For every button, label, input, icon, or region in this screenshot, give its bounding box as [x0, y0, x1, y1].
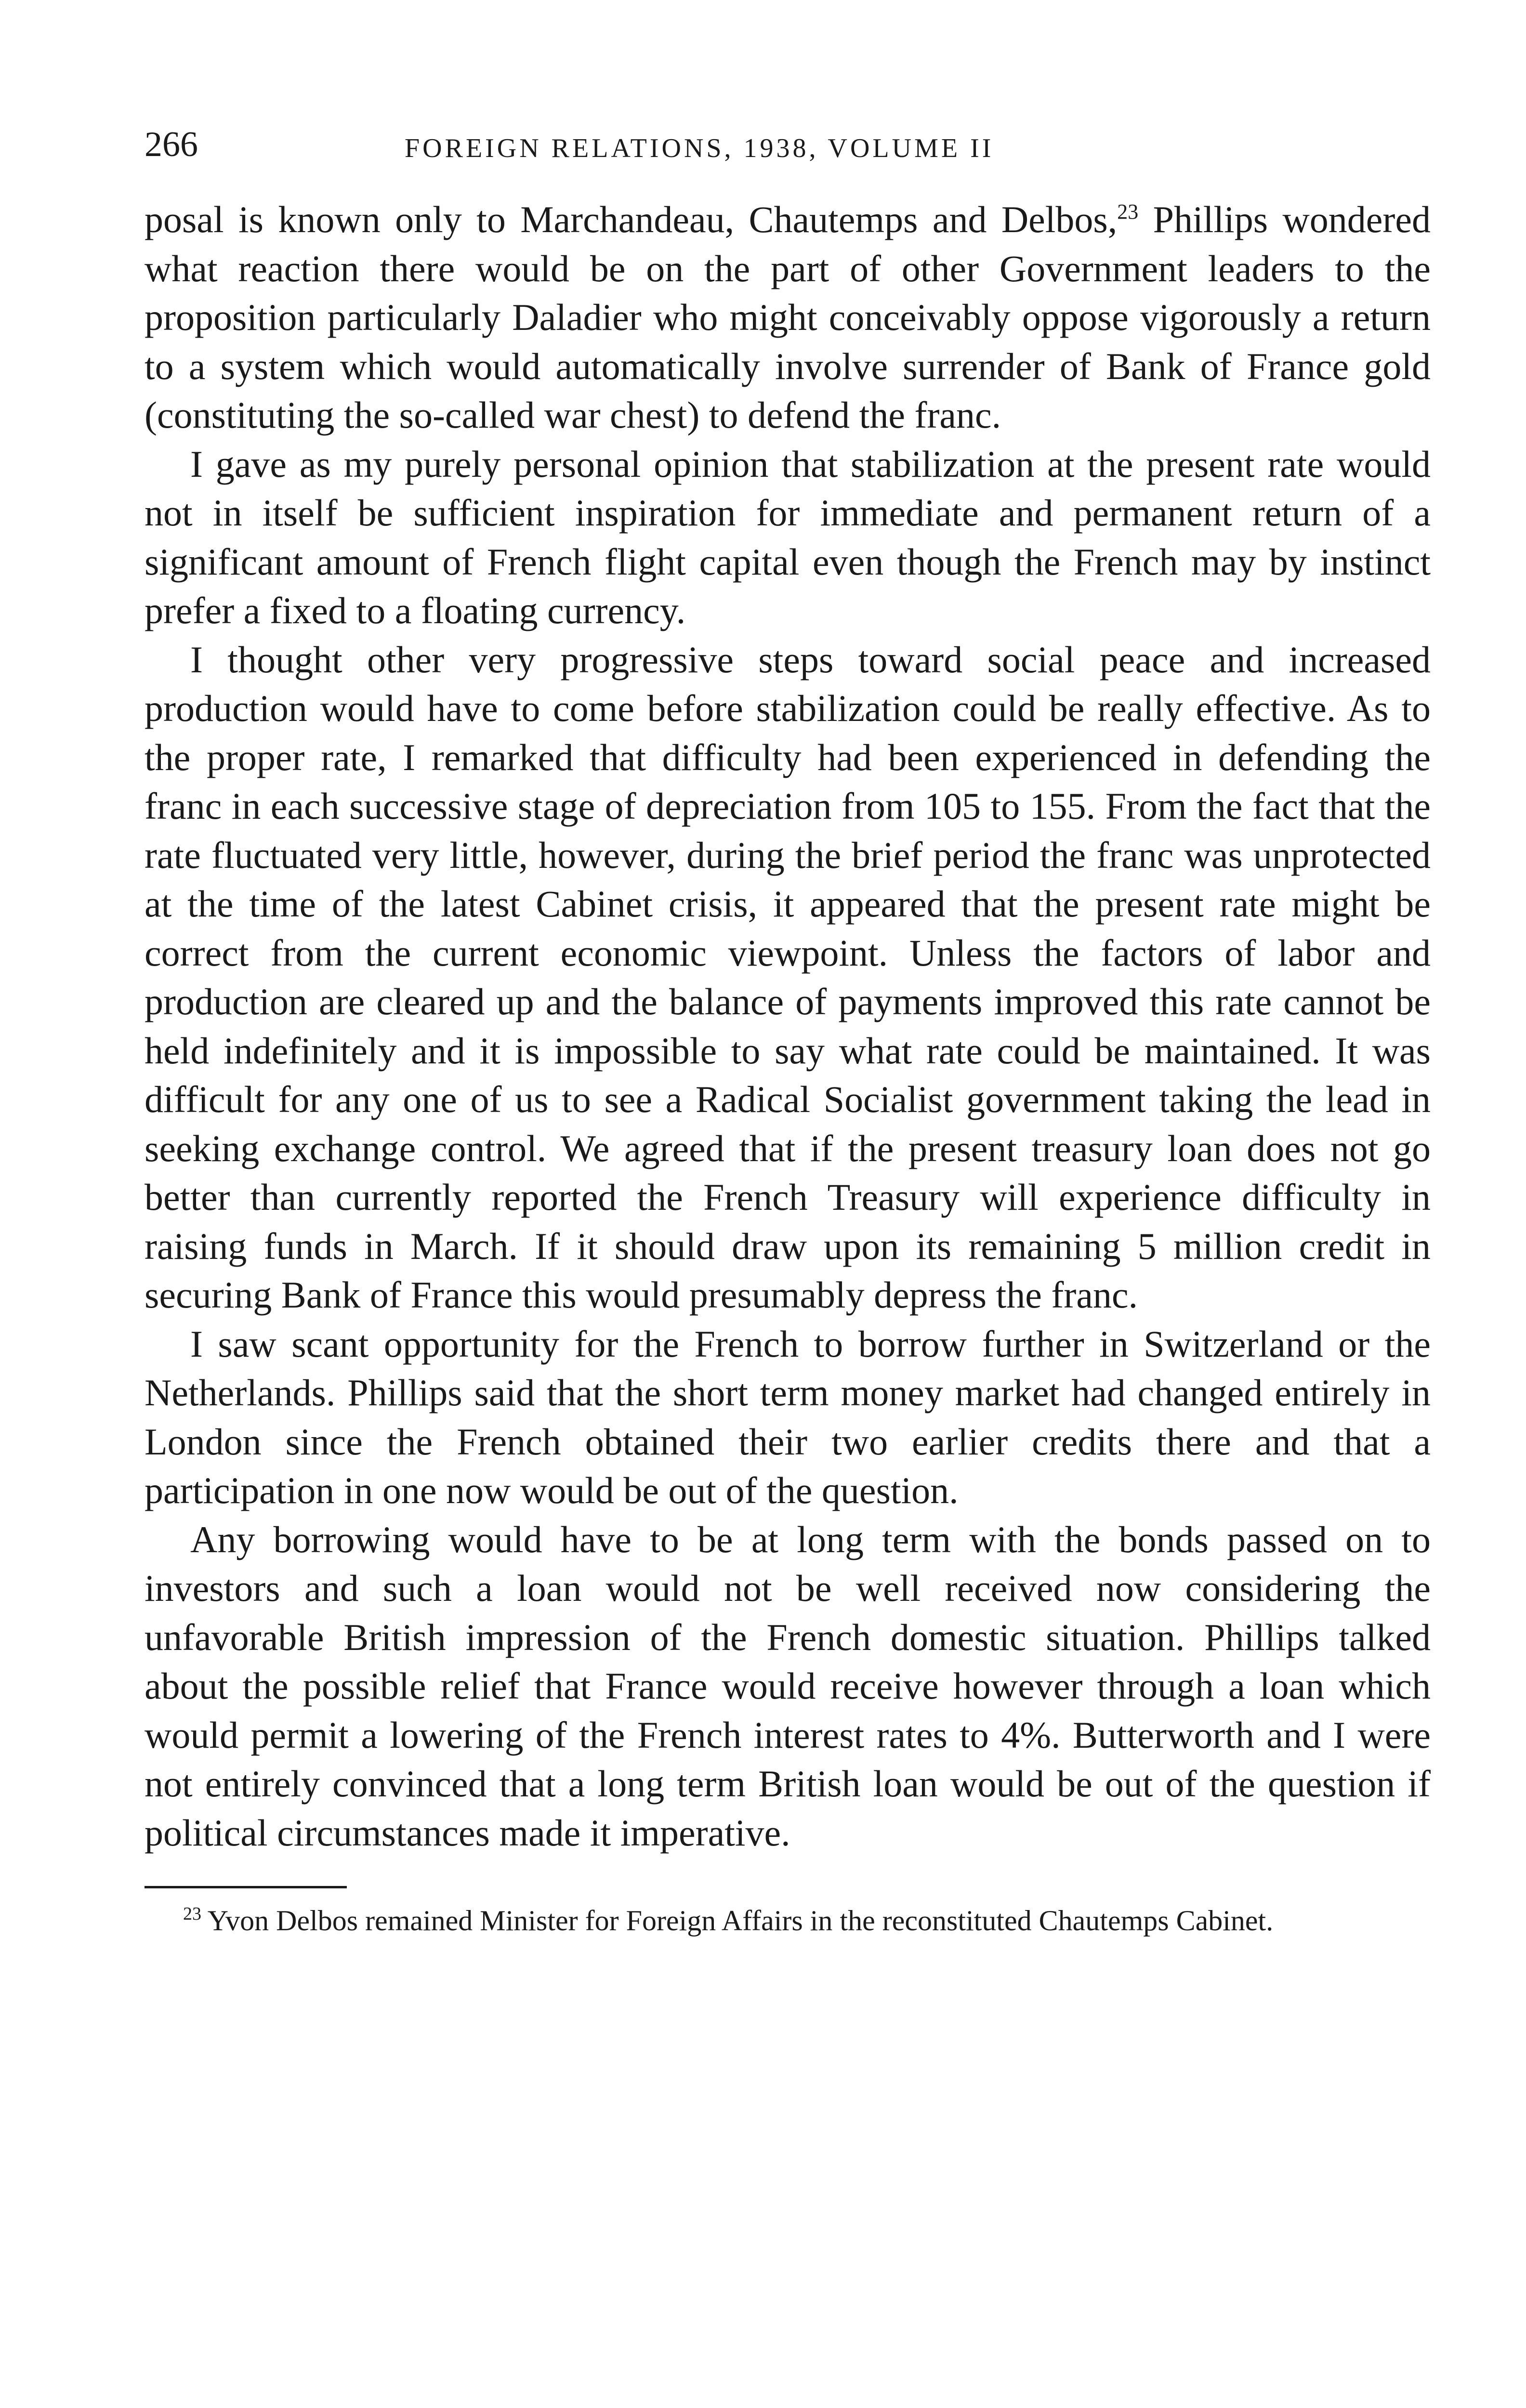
footnote-text: Yvon Delbos remained Minister for Foreign Affairs in the reconstituted Chautemps Cabinet. — [201, 1905, 1274, 1937]
paragraph-5: Any borrowing would have to be at long term with the bonds passed on to investors and such a loan would not be well received now considering the unfavorable British impression of the French domestic situation. Phillips talked about the possible relief that France would receive however through a loan which would permit a lowering of the French interest rates to 4%. Butterworth and I were not entirely convinced that a long term British loan would be out of the question if political circumstances made it imperative. — [145, 1518, 1431, 1854]
paragraph-4: I saw scant opportunity for the French to borrow further in Switzerland or the Netherlands. Phillips said that the short term money market had changed entirely in London since the French obtained their two earlier credits there and that a participation in one now would be out of the question. — [145, 1322, 1431, 1511]
paragraph-2: I gave as my purely personal opinion that stabilization at the present rate would not in itself be sufficient inspiration for immediate and permanent return of a significant amount of French flight capital even though the French may by instinct prefer a fixed to a floating currency. — [145, 443, 1431, 631]
paragraph-1 — [145, 195, 1431, 440]
footnote-divider — [145, 1886, 347, 1888]
body-text — [145, 195, 1431, 1857]
paragraph-1-text-cont: Phillips wondered what reaction there would be on the part of other Government leaders to the proposition particularly Daladier who might conceivably oppose vigorously a return to a system which would automatically involve surrender of Bank of France gold (constituting the so-called war chest) to defend the franc. — [145, 198, 1431, 436]
paragraph-3: I thought other very progressive steps toward social peace and increased production would have to come before stabilization could be really effective. As to the proper rate, I remarked that difficulty had been experienced in defending the franc in each successive stage of depreciation from 105 to 155. From the fact that the rate fluctuated very little, however, during the brief period the franc was unprotected at the time of the latest Cabinet crisis, it appeared that the present rate might be correct from the current economic viewpoint. Unless the factors of labor and production are cleared up and the balance of payments improved this rate cannot be held indefinitely and it is impossible to say what rate could be maintained. It was difficult for any one of us to see a Radical Socialist government taking the lead in seeking exchange control. We agreed that if the present treasury loan does not go better than currently reported the French Treasury will experience difficulty in raising funds in March. If it should draw upon its remaining 5 million credit in securing Bank of France this would presumably depress the franc. — [145, 638, 1431, 1316]
footnote-23 — [145, 1903, 1431, 1938]
footnote-marker: 23 — [183, 1904, 201, 1924]
footnote-reference-23: 23 — [1117, 200, 1139, 223]
document-page — [145, 120, 1431, 1938]
running-title: FOREIGN RELATIONS, 1938, VOLUME II — [405, 133, 994, 163]
page-number: 266 — [145, 125, 198, 164]
running-head — [145, 120, 1431, 169]
paragraph-1-text: posal is known only to Marchandeau, Chautemps and Delbos, — [145, 198, 1118, 240]
